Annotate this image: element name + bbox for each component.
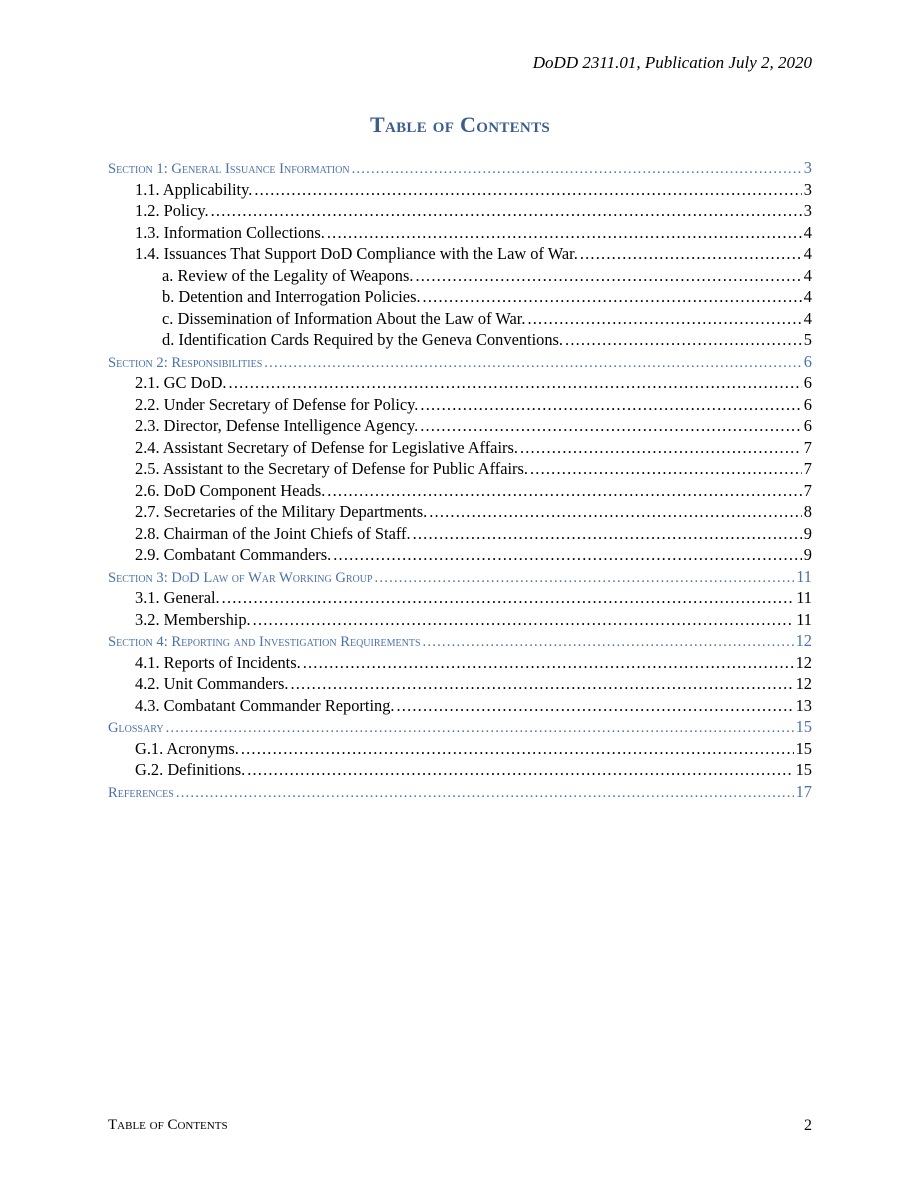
dot-leader — [423, 286, 802, 308]
toc-page-number: 12 — [795, 631, 812, 650]
toc-page-number: 7 — [803, 437, 812, 457]
toc-entry-label: 1.2. Policy. — [135, 201, 209, 220]
dot-leader — [327, 480, 802, 502]
table-of-contents — [108, 157, 812, 802]
toc-page-number: 11 — [796, 609, 812, 629]
dot-leader — [530, 458, 802, 480]
toc-page-number: 4 — [803, 222, 812, 242]
toc-entry-link[interactable] — [108, 265, 812, 287]
toc-page-number: 6 — [803, 416, 812, 435]
dot-leader — [176, 783, 794, 805]
toc-entry-label: Section 2: Responsibilities — [108, 354, 263, 371]
dot-leader — [527, 308, 801, 330]
dot-leader — [229, 372, 802, 394]
toc-section-link[interactable] — [108, 351, 812, 373]
toc-entry-link[interactable] — [108, 394, 812, 416]
toc-page-number: 6 — [803, 373, 812, 392]
toc-page-number: 6 — [803, 394, 812, 414]
toc-page-number: 3 — [803, 158, 812, 177]
toc-entry-link[interactable] — [108, 673, 812, 695]
toc-entry-label: Section 1: General Issuance Information — [108, 161, 350, 177]
toc-page-number: 7 — [803, 459, 812, 478]
toc-entry-link[interactable] — [108, 501, 812, 523]
toc-entry-label: 2.3. Director, Defense Intelligence Agency. — [135, 416, 419, 435]
toc-page-number: 4 — [803, 308, 812, 328]
dot-leader — [290, 673, 793, 695]
toc-entry-link[interactable] — [108, 523, 812, 545]
toc-entry-label: 2.8. Chairman of the Joint Chiefs of Staff. — [135, 523, 411, 543]
toc-page-number: 5 — [803, 330, 812, 349]
toc-entry-label: Section 4: Reporting and Investigation Requirements — [108, 634, 421, 650]
toc-entry-label: 2.9. Combatant Commanders. — [135, 545, 332, 564]
toc-entry-link[interactable] — [108, 587, 812, 609]
toc-entry-label: 2.7. Secretaries of the Military Departments. — [135, 502, 428, 521]
dot-leader — [303, 652, 794, 674]
dot-leader — [264, 353, 802, 375]
toc-entry-link[interactable] — [108, 652, 812, 674]
toc-page-number: 4 — [803, 287, 812, 306]
toc-page-number: 15 — [795, 738, 812, 758]
toc-page-number: 11 — [796, 588, 812, 607]
toc-entry-label: d. Identification Cards Required by the Geneva Conventions. — [162, 330, 564, 349]
toc-page-number: 11 — [796, 566, 812, 586]
toc-entry-link[interactable] — [108, 437, 812, 459]
toc-page-number: 4 — [803, 265, 812, 285]
toc-entry-link[interactable] — [108, 243, 812, 265]
toc-entry-link[interactable] — [108, 415, 812, 437]
toc-page-number: 3 — [803, 201, 812, 220]
dot-leader — [211, 200, 802, 222]
toc-entry-label: Section 3: DoD Law of War Working Group — [108, 569, 373, 586]
toc-page-number: 6 — [803, 351, 812, 371]
toc-page-number: 15 — [795, 760, 812, 779]
dot-leader — [254, 179, 801, 201]
toc-entry-link[interactable] — [108, 329, 812, 351]
document-header: DoDD 2311.01, Publication July 2, 2020 — [532, 53, 812, 72]
dot-leader — [420, 394, 801, 416]
dot-leader — [241, 738, 794, 760]
toc-page-number: 15 — [795, 717, 812, 736]
dot-leader — [375, 568, 795, 590]
dot-leader — [327, 222, 802, 244]
toc-entry-label: 2.4. Assistant Secretary of Defense for Legislative Affairs. — [135, 437, 518, 457]
toc-entry-label: Glossary — [108, 720, 164, 736]
dot-leader — [580, 243, 802, 265]
toc-entry-label: References — [108, 784, 174, 801]
toc-page-number: 3 — [803, 179, 812, 199]
toc-entry-label: 2.1. GC DoD. — [135, 373, 227, 392]
toc-entry-label: a. Review of the Legality of Weapons. — [162, 265, 414, 285]
toc-entry-link[interactable] — [108, 179, 812, 201]
toc-entry-label: 4.1. Reports of Incidents. — [135, 652, 301, 672]
page-title: Table of Contents — [369, 112, 551, 137]
toc-entry-label: 4.3. Combatant Commander Reporting. — [135, 695, 395, 715]
toc-page-number: 12 — [795, 652, 812, 672]
toc-entry-link[interactable] — [108, 738, 812, 760]
toc-page-number: 9 — [803, 523, 812, 543]
toc-entry-link[interactable] — [108, 458, 812, 480]
toc-section-link[interactable] — [108, 157, 812, 179]
toc-entry-label: 2.5. Assistant to the Secretary of Defense for Public Affairs. — [135, 459, 528, 478]
toc-entry-label: 1.1. Applicability. — [135, 179, 253, 199]
dot-leader — [520, 437, 802, 459]
toc-entry-label: 1.4. Issuances That Support DoD Compliance with the Law of War. — [135, 244, 578, 263]
dot-leader — [166, 718, 794, 740]
toc-page-number: 7 — [803, 480, 812, 500]
toc-entry-link[interactable] — [108, 480, 812, 502]
dot-leader — [352, 159, 802, 181]
toc-entry-link[interactable] — [108, 308, 812, 330]
dot-leader — [247, 759, 793, 781]
toc-page-number: 4 — [803, 244, 812, 263]
toc-entry-label: G.2. Definitions. — [135, 760, 246, 779]
toc-entry-label: 2.2. Under Secretary of Defense for Policy. — [135, 394, 419, 414]
toc-entry-label: 3.1. General. — [135, 588, 220, 607]
toc-entry-label: c. Dissemination of Information About the Law of War. — [162, 308, 526, 328]
toc-page-number: 12 — [795, 674, 812, 693]
dot-leader — [429, 501, 802, 523]
page-footer — [108, 1117, 812, 1135]
toc-entry-link[interactable] — [108, 372, 812, 394]
toc-entry-label: b. Detention and Interrogation Policies. — [162, 287, 421, 306]
toc-section-link[interactable] — [108, 630, 812, 652]
toc-entry-link[interactable] — [108, 609, 812, 631]
dot-leader — [420, 415, 802, 437]
toc-page-number: 9 — [803, 545, 812, 564]
toc-section-link[interactable] — [108, 566, 812, 588]
page-number: 2 — [804, 1117, 812, 1134]
toc-entry-link[interactable] — [108, 286, 812, 308]
dot-leader — [415, 265, 801, 287]
toc-entry-label: 1.3. Information Collections. — [135, 222, 325, 242]
dot-leader — [423, 632, 794, 654]
toc-entry-label: 4.2. Unit Commanders. — [135, 674, 289, 693]
toc-entry-link[interactable] — [108, 544, 812, 566]
toc-entry-link[interactable] — [108, 759, 812, 781]
toc-page-number: 8 — [803, 502, 812, 521]
dot-leader — [222, 587, 795, 609]
dot-leader — [396, 695, 793, 717]
dot-leader — [333, 544, 802, 566]
toc-entry-link[interactable] — [108, 200, 812, 222]
toc-entry-label: 2.6. DoD Component Heads. — [135, 480, 326, 500]
footer-label: Table of Contents — [108, 1117, 228, 1133]
dot-leader — [413, 523, 802, 545]
toc-entry-label: G.1. Acronyms. — [135, 738, 239, 758]
toc-entry-link[interactable] — [108, 695, 812, 717]
toc-page-number: 17 — [795, 781, 812, 801]
toc-section-link[interactable] — [108, 716, 812, 738]
dot-leader — [565, 329, 802, 351]
toc-section-link[interactable] — [108, 781, 812, 803]
toc-entry-label: 3.2. Membership. — [135, 609, 251, 629]
dot-leader — [253, 609, 795, 631]
toc-page-number: 13 — [795, 695, 812, 715]
toc-entry-link[interactable] — [108, 222, 812, 244]
